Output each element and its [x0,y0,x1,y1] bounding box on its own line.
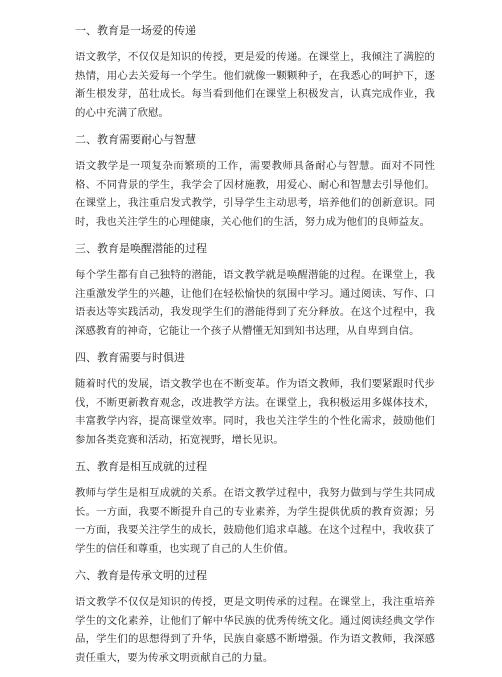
section-paragraph: 语文教学是一项复杂而繁琐的工作，需要教师具备耐心与智慧。面对不同性格、不同背景的学生，我学会了因材施教，用爱心、耐心和智慧去引导他们。在课堂上，我注重启发式教学，引导学生主动思考，培养他们的创新意识。同时，我也关注学生的心理健康，关心他们的生活，努力成为他们的良师益友。 [75,160,435,228]
section-3 [75,241,435,340]
section-paragraph: 语文教学不仅仅是知识的传授，更是文明传承的过程。在课堂上，我注重培养学生的文化素养，让他们了解中华民族的优秀传统文化。通过阅读经典文学作品，学生们的思想得到了升华，民族自豪感不断增强。作为语文教师，我深感责任重大，要为传承文明贡献自己的力量。 [75,596,435,664]
section-heading: 六、教育是传承文明的过程 [75,569,207,582]
section-heading: 三、教育是唤醒潜能的过程 [75,242,207,255]
section-paragraph: 每个学生都有自己独特的潜能，语文教学就是唤醒潜能的过程。在课堂上，我注重激发学生的兴趣，让他们在轻松愉快的氛围中学习。通过阅读、写作、口语表达等实践活动，我发现学生们的潜能得到了充分释放。在这个过程中，我深感教育的神奇，它能让一个孩子从懵懂无知到知书达理，从自卑到自信。 [75,269,435,337]
section-paragraph: 语文教学，不仅仅是知识的传授，更是爱的传递。在课堂上，我倾注了满腔的热情，用心去关爱每一个学生。他们就像一颗颗种子，在我悉心的呵护下，逐渐生根发芽，茁壮成长。每当看到他们在课堂上积极发言，认真完成作业，我的心中充满了欣慰。 [75,51,435,119]
section-6 [75,568,435,667]
section-2 [75,132,435,231]
section-1 [75,23,435,122]
section-heading: 四、教育需要与时俱进 [75,351,185,364]
document-page [75,23,435,677]
section-paragraph: 教师与学生是相互成就的关系。在语文教学过程中，我努力做到与学生共同成长。一方面，我要不断提升自己的专业素养，为学生提供优质的教育资源；另一方面，我要关注学生的成长，鼓励他们追求卓越。在这个过程中，我收获了学生的信任和尊重，也实现了自己的人生价值。 [75,487,435,555]
section-5 [75,459,435,558]
section-paragraph: 随着时代的发展，语文教学也在不断变革。作为语文教师，我们要紧跟时代步伐，不断更新教育观念，改进教学方法。在课堂上，我积极运用多媒体技术，丰富教学内容，提高课堂效率。同时，我也关注学生的个性化需求，鼓励他们参加各类竞赛和活动，拓宽视野，增长见识。 [75,378,435,446]
section-heading: 一、教育是一场爱的传递 [75,24,196,37]
section-4 [75,350,435,449]
section-heading: 五、教育是相互成就的过程 [75,460,207,473]
section-heading: 二、教育需要耐心与智慧 [75,133,196,146]
